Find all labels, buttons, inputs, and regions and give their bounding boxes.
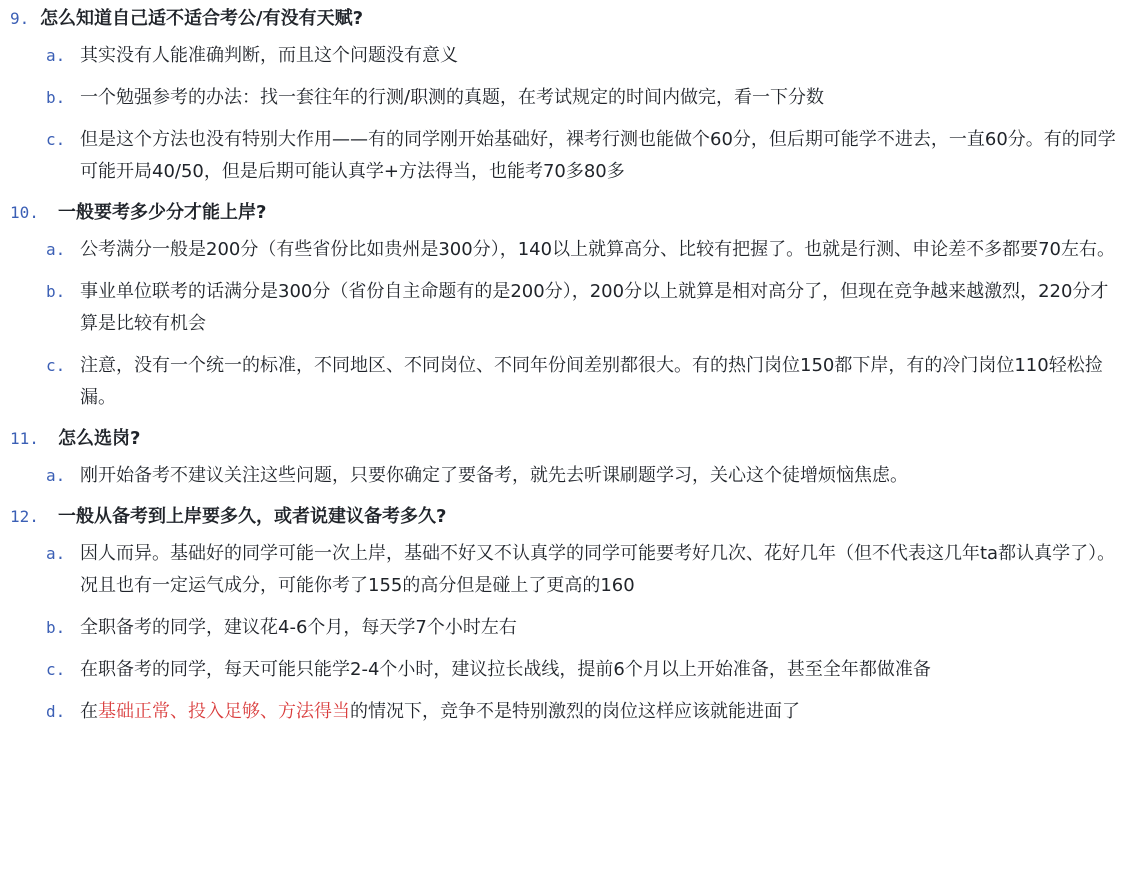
question-11 [10, 424, 1122, 492]
list-item [10, 696, 1122, 728]
item-text: 但是这个方法也没有特别大作用——有的同学刚开始基础好，裸考行测也能做个60分，但后期可能学不进去，一直60分。有的同学可能开局40/50，但是后期可能认真学+方法得当，也能考70多80多 [80, 129, 1116, 182]
item-marker: b. [46, 88, 66, 107]
list-item [10, 460, 1122, 492]
question-number: 11. [10, 429, 39, 448]
list-item [10, 654, 1122, 686]
answer-list [10, 40, 1122, 188]
list-item [10, 612, 1122, 644]
question-title: 一般要考多少分才能上岸? [58, 202, 267, 223]
answer-list [10, 234, 1122, 414]
item-marker: a. [46, 466, 66, 485]
item-text [80, 696, 1120, 728]
item-text: 其实没有人能准确判断，而且这个问题没有意义 [80, 45, 458, 66]
list-item [10, 276, 1122, 340]
list-item [10, 538, 1122, 602]
item-marker: c. [46, 356, 66, 375]
list-item [10, 234, 1122, 266]
highlighted-text: 基础正常、投入足够、方法得当 [98, 701, 350, 722]
list-item [10, 124, 1122, 188]
item-marker: c. [46, 660, 66, 679]
question-10 [10, 198, 1122, 414]
item-marker: b. [46, 618, 66, 637]
question-header [10, 4, 1122, 34]
item-marker: d. [46, 702, 66, 721]
item-marker: b. [46, 282, 66, 301]
item-text: 事业单位联考的话满分是300分（省份自主命题有的是200分），200分以上就算是相对高分了，但现在竞争越来越激烈，220分才算是比较有机会 [80, 281, 1109, 334]
item-marker: a. [46, 240, 66, 259]
answer-list [10, 538, 1122, 728]
question-header [10, 198, 1122, 228]
question-number: 9. [10, 9, 30, 28]
question-header [10, 424, 1122, 454]
item-text-post: 的情况下，竞争不是特别激烈的岗位这样应该就能进面了 [350, 701, 800, 722]
item-marker: a. [46, 544, 66, 563]
list-item [10, 40, 1122, 72]
question-title: 怎么知道自己适不适合考公/有没有天赋? [40, 8, 364, 29]
item-text: 一个勉强参考的办法：找一套往年的行测/职测的真题，在考试规定的时间内做完，看一下分数 [80, 87, 825, 108]
item-text: 公考满分一般是200分（有些省份比如贵州是300分），140以上就算高分、比较有把握了。也就是行测、申论差不多都要70左右。 [80, 239, 1115, 260]
item-marker: c. [46, 130, 66, 149]
answer-list [10, 460, 1122, 492]
list-item [10, 82, 1122, 114]
item-text: 刚开始备考不建议关注这些问题，只要你确定了要备考，就先去听课刷题学习，关心这个徒增烦恼焦虑。 [80, 465, 908, 486]
question-title: 一般从备考到上岸要多久，或者说建议备考多久? [58, 506, 447, 527]
question-number: 10. [10, 203, 39, 222]
question-header [10, 502, 1122, 532]
question-9 [10, 4, 1122, 188]
item-text: 全职备考的同学，建议花4-6个月，每天学7个小时左右 [80, 617, 517, 638]
item-text: 注意，没有一个统一的标准，不同地区、不同岗位、不同年份间差别都很大。有的热门岗位150都下岸，有的冷门岗位110轻松捡漏。 [80, 355, 1103, 408]
question-title: 怎么选岗? [58, 428, 141, 449]
question-number: 12. [10, 507, 39, 526]
item-text: 在职备考的同学，每天可能只能学2-4个小时，建议拉长战线，提前6个月以上开始准备，甚至全年都做准备 [80, 659, 931, 680]
item-marker: a. [46, 46, 66, 65]
item-text-pre: 在 [80, 701, 98, 722]
list-item [10, 350, 1122, 414]
item-text: 因人而异。基础好的同学可能一次上岸，基础不好又不认真学的同学可能要考好几次、花好几年（但不代表这几年ta都认真学了）。况且也有一定运气成分，可能你考了155的高分但是碰上了更高的160 [80, 543, 1116, 596]
question-12 [10, 502, 1122, 728]
